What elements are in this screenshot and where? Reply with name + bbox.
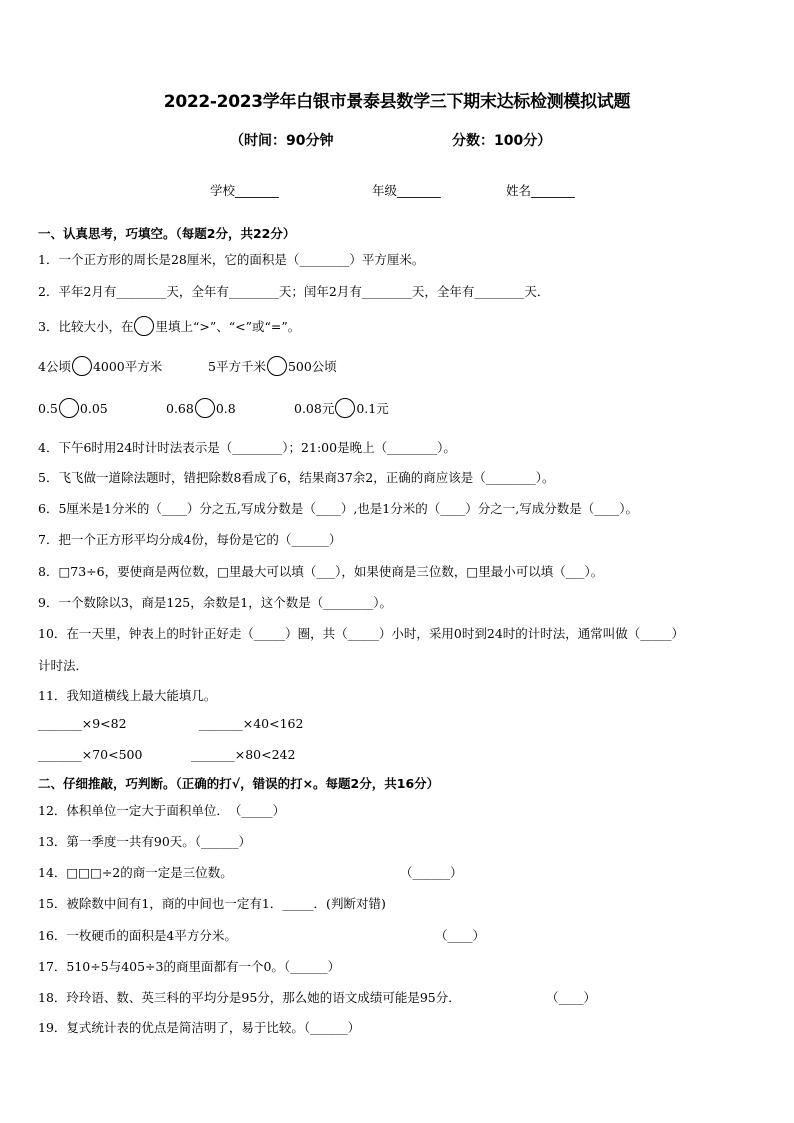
question-13: 13．第一季度一共有90天。（______） xyxy=(38,834,252,849)
compare-left: 0.5 xyxy=(38,400,58,416)
question-10: 10．在一天里，钟表上的时针正好走（_____）圈，共（_____）小时，采用0时到24时的计时法，通常叫做（_____） xyxy=(38,626,685,641)
question-5: 5．飞飞做一道除法题时，错把除数8看成了6，结果商37余2，正确的商应该是（________）。 xyxy=(38,470,555,485)
question-7: 7．把一个正方形平均分成4份，每份是它的（______） xyxy=(38,532,342,547)
answer-blank[interactable]: （____） xyxy=(546,990,597,1005)
question-3-text-before: 3．比较大小，在 xyxy=(38,319,134,334)
question-8: 8．□73÷6，要使商是两位数，□里最大可以填（___），如果使商是三位数，□里最小可以填（___）。 xyxy=(38,564,604,579)
question-10-continued: 计时法． xyxy=(38,658,89,673)
compare-left: 4公顷 xyxy=(38,359,71,374)
answer-blank[interactable]: （______） xyxy=(400,865,463,880)
name-field: 姓名_______ xyxy=(506,183,575,198)
question-1: 1．一个正方形的周长是28厘米，它的面积是（________）平方厘米。 xyxy=(38,252,425,267)
compare-item xyxy=(208,356,337,376)
compare-left: 5平方千米 xyxy=(208,359,266,374)
school-field: 学校_______ xyxy=(210,183,279,198)
exam-score: 分数：100分） xyxy=(452,133,552,149)
question-3-text-after: 里填上“>”、“<”或“=”。 xyxy=(155,319,301,334)
fill-item: _______×9<82 xyxy=(38,716,127,731)
question-2: 2．平年2月有________天，全年有________天；闰年2月有________天，全年有________天． xyxy=(38,284,550,299)
compare-circle[interactable] xyxy=(335,398,355,418)
question-19: 19．复式统计表的优点是简洁明了，易于比较。（______） xyxy=(38,1020,361,1035)
compare-circle[interactable] xyxy=(195,398,215,418)
section-2-heading: 二、仔细推敲，巧判断。（正确的打√，错误的打×。每题2分，共16分） xyxy=(38,776,440,791)
question-11: 11．我知道横线上最大能填几。 xyxy=(38,688,217,703)
compare-circle[interactable] xyxy=(267,356,287,376)
circle-icon xyxy=(134,316,154,336)
question-9: 9．一个数除以3，商是125，余数是1，这个数是（________）。 xyxy=(38,595,392,610)
section-1-heading: 一、认真思考，巧填空。（每题2分，共22分） xyxy=(38,226,296,241)
answer-blank[interactable]: （____） xyxy=(435,928,486,943)
compare-item xyxy=(38,356,162,376)
page-title: 2022-2023学年白银市景泰县数学三下期末达标检测模拟试题 xyxy=(163,92,631,112)
compare-circle[interactable] xyxy=(72,356,92,376)
compare-right: 0.05 xyxy=(79,400,108,416)
compare-left: 0.68 xyxy=(166,400,194,416)
fill-item: _______×70<500 xyxy=(38,747,143,762)
question-6: 6．5厘米是1分米的（____）分之五,写成分数是（____）,也是1分米的（____）分之一,写成分数是（____）。 xyxy=(38,501,638,516)
compare-circle[interactable] xyxy=(59,398,79,418)
compare-item xyxy=(38,398,108,418)
compare-right: 0.8 xyxy=(215,400,236,416)
compare-item xyxy=(294,398,389,418)
compare-right: 4000平方米 xyxy=(92,359,163,374)
compare-left: 0.08元 xyxy=(294,401,335,416)
question-17: 17．510÷5与405÷3的商里面都有一个0。（______） xyxy=(38,959,341,974)
compare-right: 0.1元 xyxy=(356,401,389,416)
question-18: 18．玲玲语、数、英三科的平均分是95分，那么她的语文成绩可能是95分． xyxy=(38,990,461,1005)
question-12: 12．体积单位一定大于面积单位． （_____） xyxy=(38,803,286,818)
question-15: 15．被除数中间有1，商的中间也一定有1．_____．(判断对错) xyxy=(38,896,386,911)
question-3 xyxy=(38,316,300,336)
grade-field: 年级_______ xyxy=(372,183,441,198)
fill-item: _______×40<162 xyxy=(199,716,304,731)
fill-item: _______×80<242 xyxy=(191,747,296,762)
compare-right: 500公顷 xyxy=(287,359,337,374)
compare-item xyxy=(166,398,236,418)
question-4: 4．下午6时用24时计时法表示是（________）；21:00是晚上（________）。 xyxy=(38,440,456,455)
exam-time: （时间：90分钟 xyxy=(230,133,334,149)
question-16: 16．一枚硬币的面积是4平方分米。 xyxy=(38,928,237,943)
question-14: 14．□□□÷2的商一定是三位数。 xyxy=(38,865,233,880)
